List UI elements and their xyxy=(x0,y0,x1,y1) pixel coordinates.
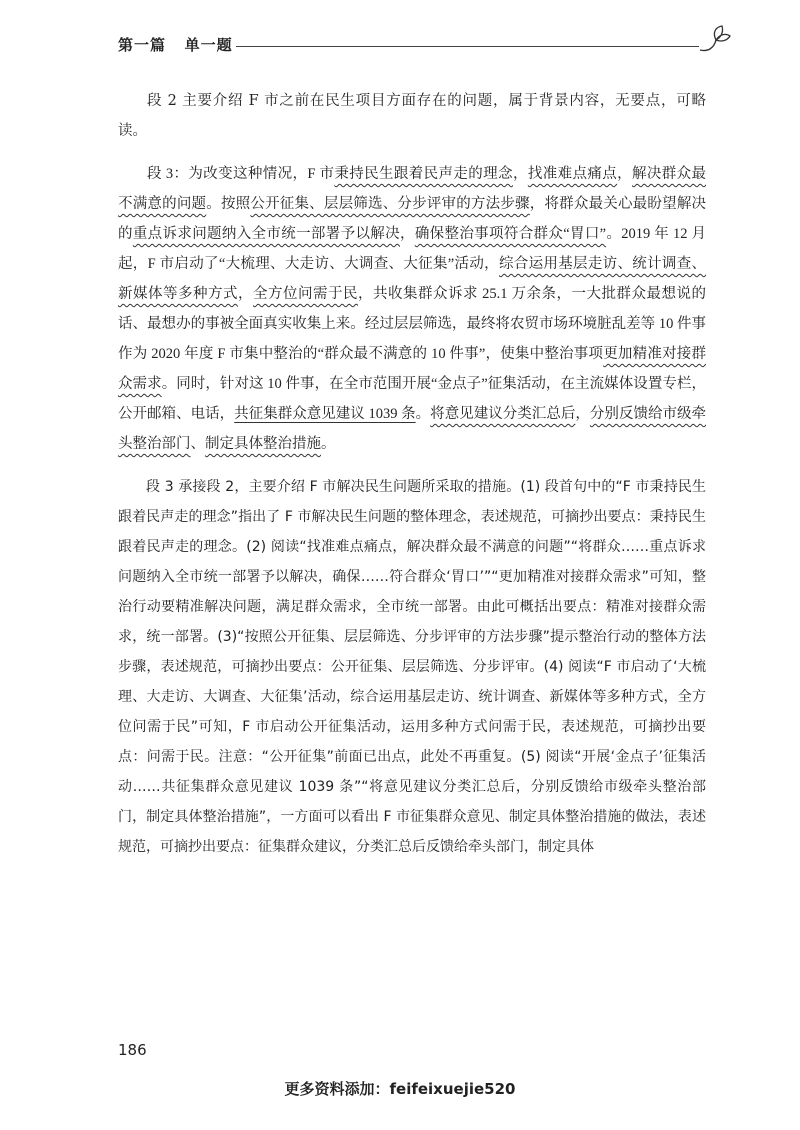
page-body xyxy=(118,86,706,875)
header-title: 第一篇 单一题 xyxy=(118,36,233,54)
text-run: ， xyxy=(575,406,590,422)
underlined-phrase: 综合运用基层走访、统计调查、新媒体等多种方式 xyxy=(118,256,707,302)
underlined-phrase: 秉持民生跟着民声走的理念 xyxy=(334,166,513,182)
footer-note: 更多资料添加：feifeixuejie520 xyxy=(284,1080,516,1098)
underlined-phrase: 制定具体整治措施 xyxy=(205,436,321,452)
text-run: 段 2 主要介绍 F 市之前在民生项目方面存在的问题，属于背景内容，无要点，可略读。 xyxy=(118,93,706,139)
running-header xyxy=(118,34,718,58)
text-run: ， xyxy=(617,166,633,182)
underlined-phrase: 全方位问需于民 xyxy=(252,286,358,302)
text-run: ， xyxy=(399,226,415,242)
underlined-phrase: 确保整治事项符合群众“胃口” xyxy=(414,226,607,242)
text-run: 。 xyxy=(415,406,431,422)
underlined-phrase: 共征集群众意见建议 1039 条 xyxy=(234,406,416,422)
paragraph-1 xyxy=(118,86,706,146)
header-rule xyxy=(236,46,699,47)
underlined-phrase: 更加精准对接群众需求 xyxy=(118,346,707,392)
text-run: 。 xyxy=(321,436,336,452)
paragraph-3 xyxy=(118,472,706,862)
underlined-phrase: 公开征集、层层筛选、分步评审的方法步骤 xyxy=(250,196,530,212)
underlined-phrase: 找准难点痛点 xyxy=(527,166,618,182)
underlined-phrase: 重点诉求问题纳入全市统一部署予以解决 xyxy=(132,226,400,242)
text-run: ， xyxy=(512,166,528,182)
text-run: 段 3：为改变这种情况，F 市 xyxy=(147,166,335,182)
text-run: ， xyxy=(237,286,253,302)
text-run: ，将群众最关心最盼望解决的 xyxy=(118,196,707,242)
leaf-sprout-icon xyxy=(698,24,732,56)
text-run: 、 xyxy=(190,436,205,452)
text-run: 。同时，针对这 10 件事，在全市范围开展“金点子”征集活动，在主流媒体设置专栏，公开邮箱、电话， xyxy=(118,376,707,422)
underlined-phrase: 将意见建议分类汇总后 xyxy=(430,406,576,422)
page-number: 186 xyxy=(118,1041,147,1059)
text-run: 。按照 xyxy=(206,196,251,212)
text-run: 。2019 年 12 月起，F 市启动了“大梳理、大走访、大调查、大征集”活动， xyxy=(118,226,707,272)
text-run: ，共收集群众诉求 25.1 万余条，一大批群众最想说的话、最想办的事被全面真实收集上来。经过层层筛选，最终将农贸市场环境脏乱差等 10 件事作为 2020 年度 F 市集中整治的“群众最不满意的 10 件事”，使集中整治事项 xyxy=(118,286,707,362)
underlined-phrase: 分别反馈给市级牵头整治部门 xyxy=(118,406,707,452)
text-run: 段 3 承接段 2，主要介绍 F 市解决民生问题所采取的措施。(1) 段首句中的“F 市秉持民生跟着民声走的理念”指出了 F 市解决民生问题的整体理念，表述规范，可摘抄出要点：秉持民生跟着民声走的理念。(2) 阅读“找准难点痛点，解决群众最不满意的问题”“将群众……重点诉求问题纳入全市统一部署予以解决，确保……符合群众‘胃口’”“更加精准对接群众需求”可知，整治行动要精准解决问题，满足群众需求，全市统一部署。由此可概括出要点：精准对接群众需求，统一部署。(3)“按照公开征集、层层筛选、分步评审的方法步骤”提示整治行动的整体方法步骤，表述规范，可摘抄出要点：公开征集、层层筛选、分步评审。(4) 阅读“F 市启动了‘大梳理、大走访、大调查、大征集’活动，综合运用基层走访、统计调查、新媒体等多种方式，全方位问需于民”可知，F 市启动公开征集活动，运用多种方式问需于民，表述规范，可摘抄出要点：问需于民。注意：“公开征集”前面已出点，此处不再重复。(5) 阅读“开展‘金点子’征集活动……共征集群众意见建议 1039 条”“将意见建议分类汇总后，分别反馈给市级牵头整治部门，制定具体整治措施”，一方面可以看出 F 市征集群众意见、制定具体整治措施的做法，表述规范，可摘抄出要点：征集群众建议，分类汇总后反馈给牵头部门，制定具体 xyxy=(118,479,706,855)
underlined-phrase: 解决群众最不满意的问题 xyxy=(118,166,707,212)
paragraph-2 xyxy=(118,159,706,459)
